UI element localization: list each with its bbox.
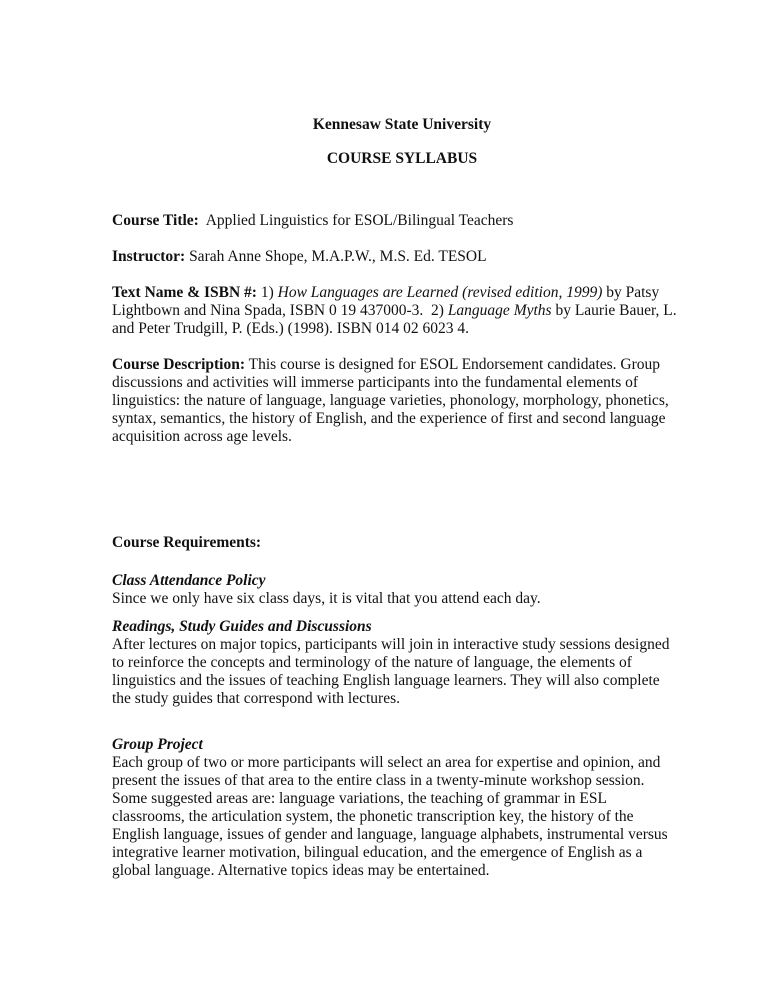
requirement-text: Each group of two or more participants will select an area for expertise and opinion, and present the issues of that area to the entire class in a twenty-minute workshop session. Some suggested areas are: language variations, the teaching of grammar in ESL classrooms, the articulation system, the phonetic transcription key, the history of the English language, issues of gender and language, language alphabets, instrumental versus integrative learner motivation, bilingual education, and the emergence of English as a global language. Alternative topics ideas may be entertained. (112, 754, 668, 879)
text-isbn-paragraph (112, 284, 677, 338)
requirement-title: Group Project (112, 736, 203, 753)
text-1-number: 1) (260, 284, 274, 301)
requirement-text: Since we only have six class days, it is vital that you attend each day. (112, 590, 541, 607)
course-title-value: Applied Linguistics for ESOL/Bilingual Teachers (205, 212, 514, 229)
text-1-title: How Languages are Learned (revised edition, 1999) (277, 284, 603, 301)
requirement-title: Readings, Study Guides and Discussions (112, 618, 372, 635)
text-2-title: Language Myths (447, 302, 552, 319)
course-description-text: This course is designed for ESOL Endorsement candidates. Group discussions and activities will immerse participants into the fundamental elements of linguistics: the nature of language, language varieties, phonology, morphology, phonetics, syntax, semantics, the history of English, and the experience of first and second language acquisition across age levels. (112, 356, 669, 445)
course-requirements-heading: Course Requirements: (112, 534, 262, 551)
text-2-number: 2) (431, 302, 444, 319)
course-title-label: Course Title: (112, 212, 199, 229)
institution-name: Kennesaw State University (312, 116, 492, 133)
instructor-label: Instructor: (112, 248, 186, 265)
text-isbn-label: Text Name & ISBN #: (112, 284, 257, 301)
requirement-title: Class Attendance Policy (112, 572, 266, 589)
requirement-group-project (112, 736, 682, 880)
text-2-details: by Laurie Bauer, L. and Peter Trudgill, P. (Eds.) (1998). ISBN 014 02 6023 4. (112, 302, 677, 337)
course-description-label: Course Description: (112, 356, 246, 373)
text-1-details: by Patsy Lightbown and Nina Spada, ISBN 0 19 437000-3. (112, 284, 660, 319)
requirement-readings (112, 618, 682, 708)
course-title-line (112, 212, 692, 230)
course-description-paragraph (112, 356, 677, 446)
requirement-text: After lectures on major topics, participants will join in interactive study sessions designed to reinforce the concepts and terminology of the nature of language, the elements of linguistics and the issues of teaching English language learners. They will also complete the study guides that correspond with lectures. (112, 636, 670, 707)
requirement-attendance (112, 572, 692, 608)
document-title: COURSE SYLLABUS (326, 150, 478, 167)
instructor-value: Sarah Anne Shope, M.A.P.W., M.S. Ed. TESOL (189, 248, 487, 265)
instructor-line (112, 248, 692, 266)
